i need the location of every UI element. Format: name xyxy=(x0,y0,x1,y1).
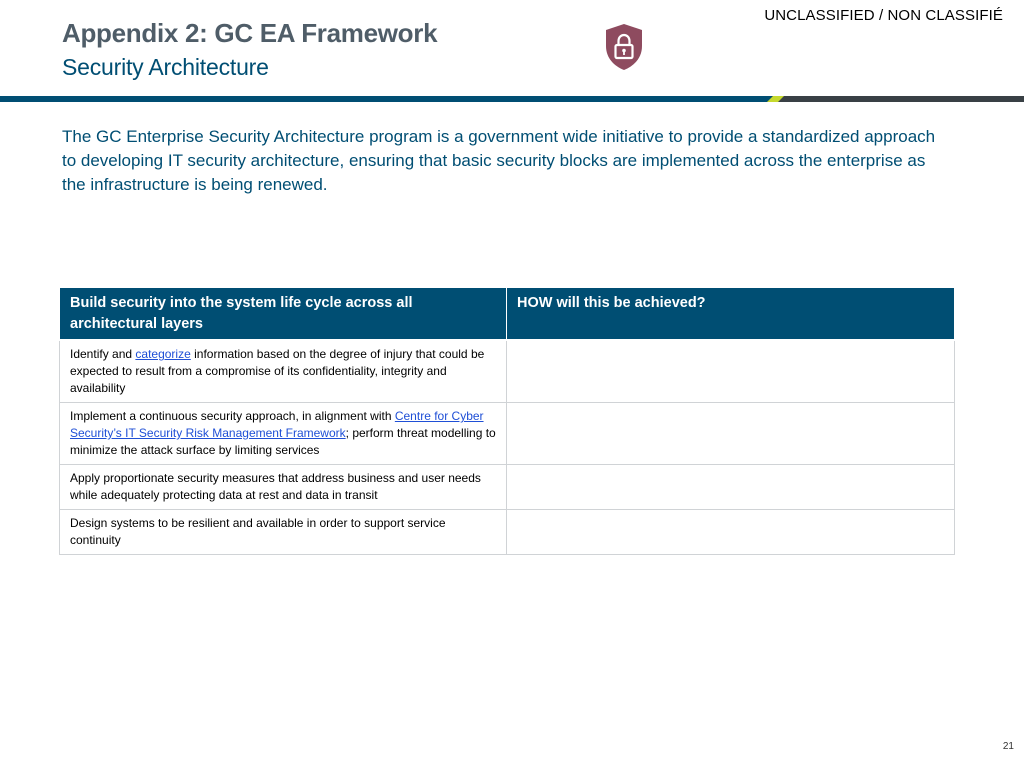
security-requirements-table xyxy=(59,288,955,555)
how-column-header: HOW will this be achieved? xyxy=(507,288,955,340)
page-number: 21 xyxy=(1002,741,1014,752)
table-row xyxy=(60,340,955,403)
header-divider-bar xyxy=(0,96,1024,102)
categorize-link[interactable]: categorize xyxy=(135,347,191,361)
requirement-text: Implement a continuous security approach, in alignment with xyxy=(70,409,395,423)
table-header-row xyxy=(60,288,955,340)
requirement-cell xyxy=(60,340,507,403)
how-cell[interactable] xyxy=(507,340,955,403)
requirement-column-header: Build security into the system life cycle across all architectural layers xyxy=(60,288,507,340)
table-row xyxy=(60,465,955,510)
classification-label: UNCLASSIFIED / NON CLASSIFIÉ xyxy=(764,7,1003,24)
intro-paragraph: The GC Enterprise Security Architecture program is a government wide initiative to provide a standardized approach to developing IT security architecture, ensuring that basic security blocks are implemented across the enterprise as the infrastructure is being renewed. xyxy=(62,127,936,194)
lock-shield-icon xyxy=(603,22,645,72)
requirement-text: ; perform threat modelling to minimize the attack surface by limiting services xyxy=(70,426,496,457)
requirement-text: Identify and xyxy=(70,347,136,361)
requirement-cell xyxy=(60,403,507,465)
how-cell[interactable] xyxy=(507,403,955,465)
table-row xyxy=(60,403,955,465)
page-title: Appendix 2: GC EA Framework xyxy=(62,18,438,48)
how-cell[interactable] xyxy=(507,465,955,510)
requirement-cell: Apply proportionate security measures that address business and user needs while adequately protecting data at rest and data in transit xyxy=(60,465,507,510)
requirement-cell: Design systems to be resilient and available in order to support service continuity xyxy=(60,510,507,555)
page-subtitle: Security Architecture xyxy=(62,54,269,80)
how-cell[interactable] xyxy=(507,510,955,555)
requirement-text: information based on the degree of injury that could be expected to result from a compromise of its confidentiality, integrity and availability xyxy=(70,347,485,395)
table-row xyxy=(60,510,955,555)
risk-management-framework-link[interactable]: Centre for Cyber Security’s IT Security Risk Management Framework xyxy=(70,409,484,440)
